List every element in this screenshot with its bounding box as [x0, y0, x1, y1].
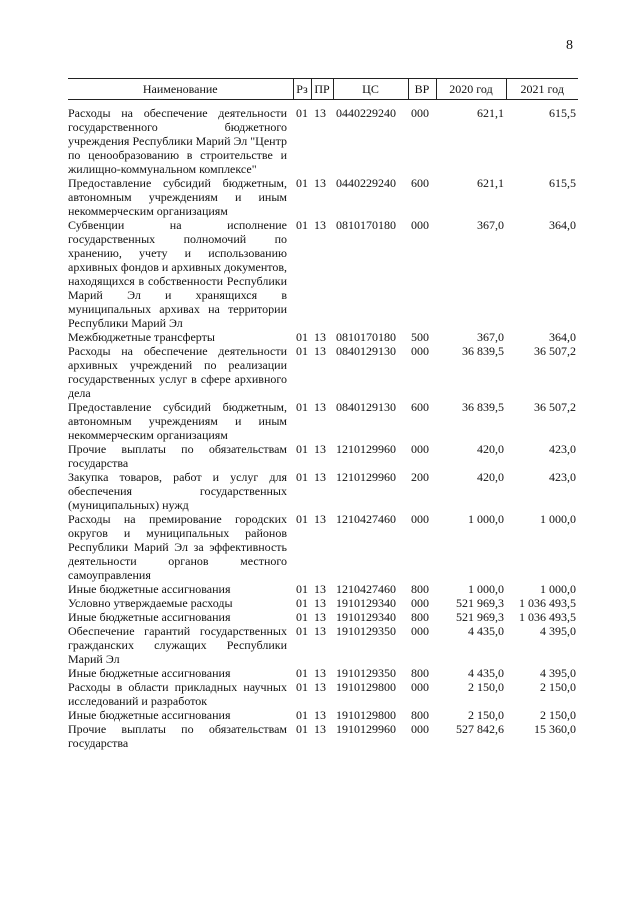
row-vr: 600 — [411, 400, 429, 414]
row-vr: 000 — [411, 680, 429, 694]
row-year-2021: 2 150,0 — [540, 708, 576, 722]
row-name: Расходы на премирование городских округов и муниципальных районов Республики Марий Эл за эффективность деятельности органов местного самоуправления — [68, 512, 287, 582]
row-pr: 13 — [314, 330, 326, 344]
row-pr: 13 — [314, 106, 326, 120]
row-year-2021: 615,5 — [549, 176, 576, 190]
row-name: Условно утверждаемые расходы — [68, 596, 233, 610]
row-year-2021: 1 036 493,5 — [519, 596, 576, 610]
row-vr: 200 — [411, 470, 429, 484]
row-name: Предоставление субсидий бюджетным, автономным учреждениям и иным некоммерческим организациям — [68, 400, 287, 442]
row-year-2020: 621,1 — [477, 176, 504, 190]
row-name: Иные бюджетные ассигнования — [68, 666, 231, 680]
row-rz: 01 — [296, 582, 308, 596]
table-row — [68, 400, 578, 442]
row-cs: 1210427460 — [336, 512, 396, 526]
row-rz: 01 — [296, 610, 308, 624]
row-vr: 800 — [411, 610, 429, 624]
header-name: Наименование — [68, 79, 293, 100]
row-year-2020: 36 839,5 — [462, 344, 504, 358]
table-row — [68, 708, 578, 722]
row-name: Прочие выплаты по обязательствам государства — [68, 442, 287, 470]
header-pr: ПР — [311, 79, 333, 100]
row-pr: 13 — [314, 512, 326, 526]
row-year-2020: 1 000,0 — [468, 582, 504, 596]
row-rz: 01 — [296, 176, 308, 190]
row-year-2021: 15 360,0 — [534, 722, 576, 736]
table-row — [68, 100, 578, 177]
row-cs: 0440229240 — [336, 106, 396, 120]
table-header-row — [68, 79, 578, 100]
row-year-2021: 615,5 — [549, 106, 576, 120]
row-rz: 01 — [296, 666, 308, 680]
row-year-2020: 367,0 — [477, 330, 504, 344]
row-pr: 13 — [314, 666, 326, 680]
table-row — [68, 666, 578, 680]
row-name: Закупка товаров, работ и услуг для обеспечения государственных (муниципальных) нужд — [68, 470, 287, 512]
row-rz: 01 — [296, 722, 308, 736]
row-pr: 13 — [314, 722, 326, 736]
row-rz: 01 — [296, 624, 308, 638]
table-body — [68, 100, 578, 751]
row-vr: 000 — [411, 596, 429, 610]
header-rz: Рз — [293, 79, 311, 100]
row-pr: 13 — [314, 344, 326, 358]
row-vr: 000 — [411, 442, 429, 456]
row-name: Субвенции на исполнение государственных полномочий по хранению, учету и использованию архивных фондов и архивных документов, находящихся в собственности Республики Марий Эл и хранящихся в муниципальных архивах на территории Республики Марий Эл — [68, 218, 287, 330]
row-year-2020: 521 969,3 — [456, 610, 504, 624]
row-vr: 000 — [411, 512, 429, 526]
row-cs: 1910129960 — [336, 722, 396, 736]
page-number: 8 — [566, 38, 573, 53]
row-year-2020: 36 839,5 — [462, 400, 504, 414]
table-row — [68, 442, 578, 470]
row-cs: 0810170180 — [336, 330, 396, 344]
row-vr: 000 — [411, 218, 429, 232]
table-row — [68, 218, 578, 330]
table-row — [68, 512, 578, 582]
row-name: Прочие выплаты по обязательствам государства — [68, 722, 287, 750]
table-row — [68, 582, 578, 596]
table-row — [68, 470, 578, 512]
row-cs: 1910129340 — [336, 610, 396, 624]
row-rz: 01 — [296, 680, 308, 694]
row-vr: 000 — [411, 344, 429, 358]
table-row — [68, 722, 578, 750]
row-cs: 0840129130 — [336, 400, 396, 414]
table-row — [68, 624, 578, 666]
row-pr: 13 — [314, 680, 326, 694]
row-cs: 1910129350 — [336, 666, 396, 680]
row-year-2021: 36 507,2 — [534, 344, 576, 358]
table-row — [68, 596, 578, 610]
row-pr: 13 — [314, 596, 326, 610]
row-cs: 1210129960 — [336, 442, 396, 456]
row-name: Расходы на обеспечение деятельности архивных учреждений по реализации государственных услуг в сфере архивного дела — [68, 344, 287, 400]
row-rz: 01 — [296, 330, 308, 344]
header-year-2021: 2021 год — [506, 79, 578, 100]
row-cs: 0440229240 — [336, 176, 396, 190]
row-cs: 0810170180 — [336, 218, 396, 232]
row-year-2021: 423,0 — [549, 442, 576, 456]
row-year-2021: 1 036 493,5 — [519, 610, 576, 624]
row-vr: 600 — [411, 176, 429, 190]
row-year-2021: 1 000,0 — [540, 582, 576, 596]
row-pr: 13 — [314, 442, 326, 456]
row-vr: 800 — [411, 666, 429, 680]
row-year-2021: 2 150,0 — [540, 680, 576, 694]
table-row — [68, 610, 578, 624]
row-rz: 01 — [296, 470, 308, 484]
table-row — [68, 680, 578, 708]
row-year-2021: 4 395,0 — [540, 624, 576, 638]
row-year-2021: 364,0 — [549, 330, 576, 344]
row-rz: 01 — [296, 596, 308, 610]
row-year-2020: 2 150,0 — [468, 708, 504, 722]
row-name: Предоставление субсидий бюджетным, автономным учреждениям и иным некоммерческим организациям — [68, 176, 287, 218]
row-vr: 000 — [411, 106, 429, 120]
header-year-2020: 2020 год — [436, 79, 506, 100]
row-year-2021: 36 507,2 — [534, 400, 576, 414]
row-pr: 13 — [314, 708, 326, 722]
row-year-2020: 2 150,0 — [468, 680, 504, 694]
row-name: Расходы на обеспечение деятельности государственного бюджетного учреждения Республики Марий Эл "Центр по ценообразованию в строительстве и жилищно-коммунальном комплексе" — [68, 106, 287, 176]
table-row — [68, 344, 578, 400]
table-row — [68, 176, 578, 218]
row-year-2020: 4 435,0 — [468, 666, 504, 680]
row-name: Межбюджетные трансферты — [68, 330, 215, 344]
row-name: Иные бюджетные ассигнования — [68, 708, 231, 722]
row-cs: 0840129130 — [336, 344, 396, 358]
table-row — [68, 330, 578, 344]
row-year-2020: 621,1 — [477, 106, 504, 120]
row-cs: 1910129800 — [336, 680, 396, 694]
row-year-2020: 527 842,6 — [456, 722, 504, 736]
header-cs: ЦС — [333, 79, 408, 100]
row-vr: 000 — [411, 624, 429, 638]
row-year-2020: 1 000,0 — [468, 512, 504, 526]
row-year-2020: 420,0 — [477, 470, 504, 484]
row-rz: 01 — [296, 442, 308, 456]
row-rz: 01 — [296, 106, 308, 120]
row-cs: 1910129350 — [336, 624, 396, 638]
row-name: Обеспечение гарантий государственных гражданских служащих Республики Марий Эл — [68, 624, 287, 666]
row-vr: 000 — [411, 722, 429, 736]
row-name: Иные бюджетные ассигнования — [68, 582, 231, 596]
header-vr: ВР — [408, 79, 436, 100]
row-cs: 1210427460 — [336, 582, 396, 596]
row-pr: 13 — [314, 400, 326, 414]
row-rz: 01 — [296, 344, 308, 358]
row-rz: 01 — [296, 708, 308, 722]
row-cs: 1210129960 — [336, 470, 396, 484]
row-year-2020: 521 969,3 — [456, 596, 504, 610]
row-rz: 01 — [296, 218, 308, 232]
row-name: Иные бюджетные ассигнования — [68, 610, 231, 624]
row-year-2021: 423,0 — [549, 470, 576, 484]
row-vr: 800 — [411, 708, 429, 722]
row-pr: 13 — [314, 470, 326, 484]
row-cs: 1910129340 — [336, 596, 396, 610]
row-year-2020: 420,0 — [477, 442, 504, 456]
row-pr: 13 — [314, 218, 326, 232]
row-year-2020: 367,0 — [477, 218, 504, 232]
row-year-2021: 364,0 — [549, 218, 576, 232]
row-pr: 13 — [314, 624, 326, 638]
row-vr: 800 — [411, 582, 429, 596]
row-cs: 1910129800 — [336, 708, 396, 722]
row-pr: 13 — [314, 610, 326, 624]
row-pr: 13 — [314, 176, 326, 190]
row-pr: 13 — [314, 582, 326, 596]
row-name: Расходы в области прикладных научных исследований и разработок — [68, 680, 287, 708]
row-year-2021: 4 395,0 — [540, 666, 576, 680]
row-year-2020: 4 435,0 — [468, 624, 504, 638]
row-rz: 01 — [296, 512, 308, 526]
row-vr: 500 — [411, 330, 429, 344]
row-rz: 01 — [296, 400, 308, 414]
row-year-2021: 1 000,0 — [540, 512, 576, 526]
budget-table — [68, 78, 578, 750]
